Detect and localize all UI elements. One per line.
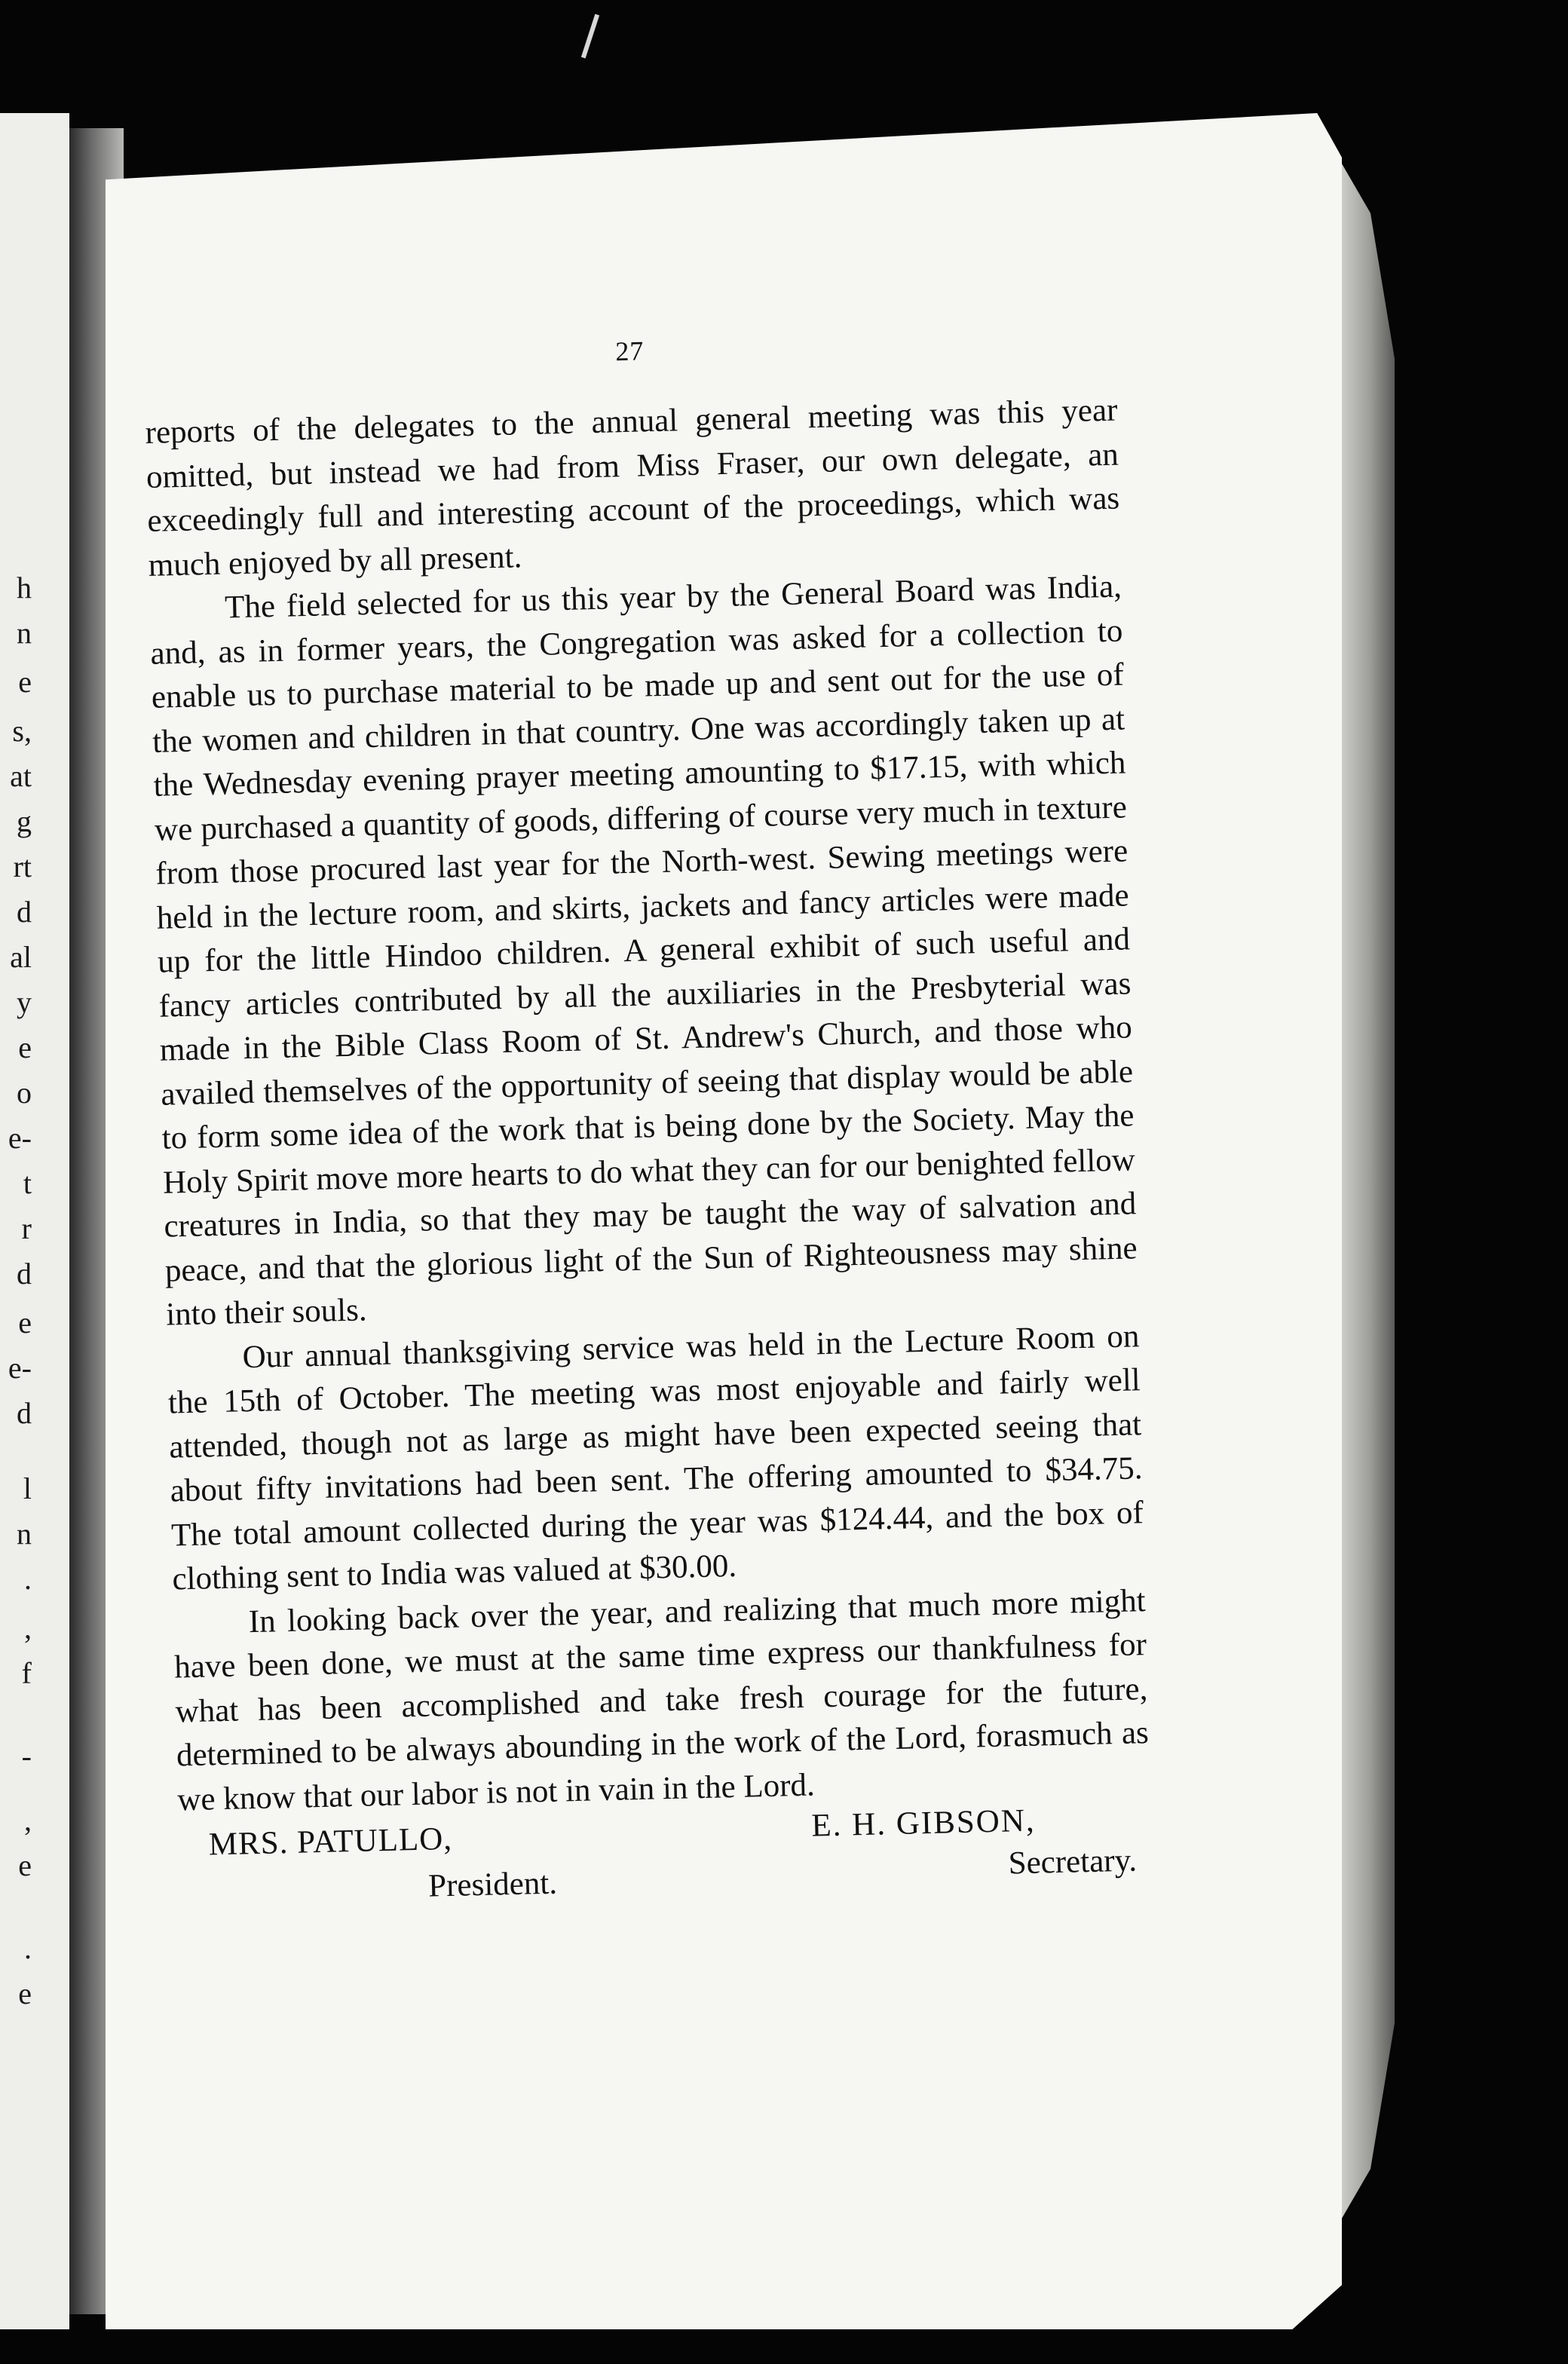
page-number: 27 xyxy=(614,335,645,367)
left-page-edge-letter: e- xyxy=(8,1121,32,1155)
left-page-edge-letter: e- xyxy=(8,1351,32,1385)
page-text-block xyxy=(143,324,1153,1940)
left-page-edge-letter: n xyxy=(17,1517,32,1551)
president-title: President. xyxy=(427,1865,558,1904)
scan-mark xyxy=(581,14,599,59)
left-page-edge-letter: d xyxy=(17,895,32,929)
paragraph-india-field: The field selected for us this year by the General Board was India, and, as in former years, the Congregation was asked for a collection to enable us to purchase material to be made up and sent out for the use of the women and children in that country. One was accordingly taken up at the Wednesday evening prayer meeting amounting to $17.15, with which we purchased a quantity of goods, differing of course very much in texture from those procured last year for the North-west. Sewing meetings were held in the lecture room, and skirts, jackets and fancy articles were made up for the little Hindoo children. A general exhibit of such useful and fancy articles contributed by all the auxiliaries in the Presbyterial was made in the Bible Class Room of St. Andrew's Church, and those who availed themselves of the opportunity of seeing that display would be able to form some idea of the work that is being done by the Society. May the Holy Spirit move more hearts to do what they can for our benighted fellow creatures in India, so that they may be taught the way of salvation and peace, and that the glorious light of the Sun of Righteousness may shine into their souls. xyxy=(150,568,1138,1333)
left-page-edge-letter: e xyxy=(18,665,32,699)
left-page-edge-letter: f xyxy=(21,1656,32,1690)
left-page-edge-letter: rt xyxy=(13,850,32,883)
left-page-edge-letter: y xyxy=(17,985,32,1019)
left-page-edge-letter: . xyxy=(24,1931,32,1965)
left-page-edge-letter: e xyxy=(18,1030,32,1064)
signature-block xyxy=(178,1804,1153,1940)
left-page-edge-letter: , xyxy=(24,1611,32,1645)
paragraph-thanksgiving: Our annual thanksgiving service was held in the Lecture Room on the 15th of October. The meeting was most enjoyable and fairly well attended, though not as large as might have been expected seeing that about fifty invitations had been sent. The offering amounted to $34.75. The total amount collected during the year was $124.44, and the box of clothing sent to India was valued at $30.00. xyxy=(167,1318,1144,1597)
left-page-edge-letter: d xyxy=(17,1396,32,1430)
left-page-edge-letter: e xyxy=(18,1848,32,1882)
left-page-edge-letter: at xyxy=(10,759,32,793)
president-name: MRS. PATULLO, xyxy=(208,1820,453,1863)
secretary-title: Secretary. xyxy=(1008,1842,1138,1882)
left-page-edge-letter: , xyxy=(24,1803,32,1837)
left-page-edge-letter: - xyxy=(21,1739,32,1773)
secretary-name: E. H. GIBSON, xyxy=(810,1802,1037,1844)
left-page-edge-letter: t xyxy=(23,1166,32,1200)
left-page-edge-letter: n xyxy=(17,616,32,650)
left-page-edge-letter: o xyxy=(17,1076,32,1110)
left-page-edge-letter: l xyxy=(23,1471,32,1505)
left-page-edge-letter: r xyxy=(21,1211,32,1245)
left-page-edge-letter: s, xyxy=(12,714,32,748)
left-page-edge-letter: . xyxy=(24,1562,32,1596)
paragraph-delegates: reports of the delegates to the annual general meeting was this year omitted, but instead we had from Miss Fraser, our own delegate, an exceedingly full and interesting account of the proceedings, which was much enjoyed by all present. xyxy=(145,392,1120,583)
page-edge-stack xyxy=(1334,151,1395,2231)
left-page-edge-letter: h xyxy=(17,571,32,605)
left-page-edge-letter: al xyxy=(10,940,32,974)
left-page-edge-letter: e xyxy=(18,1306,32,1340)
left-page-edge-letter: e xyxy=(18,1977,32,2010)
paragraph-closing: In looking back over the year, and realizing that much more might have been done, we must at the same time express our thankfulness for what has been accomplished and take fresh courage for the future, determined to be always abounding in the work of the Lord, forasmuch as we know that our labor is not in vain in the Lord. xyxy=(173,1582,1150,1817)
left-page-edge-letter: d xyxy=(17,1257,32,1291)
left-page-edge-letter: g xyxy=(17,804,32,838)
